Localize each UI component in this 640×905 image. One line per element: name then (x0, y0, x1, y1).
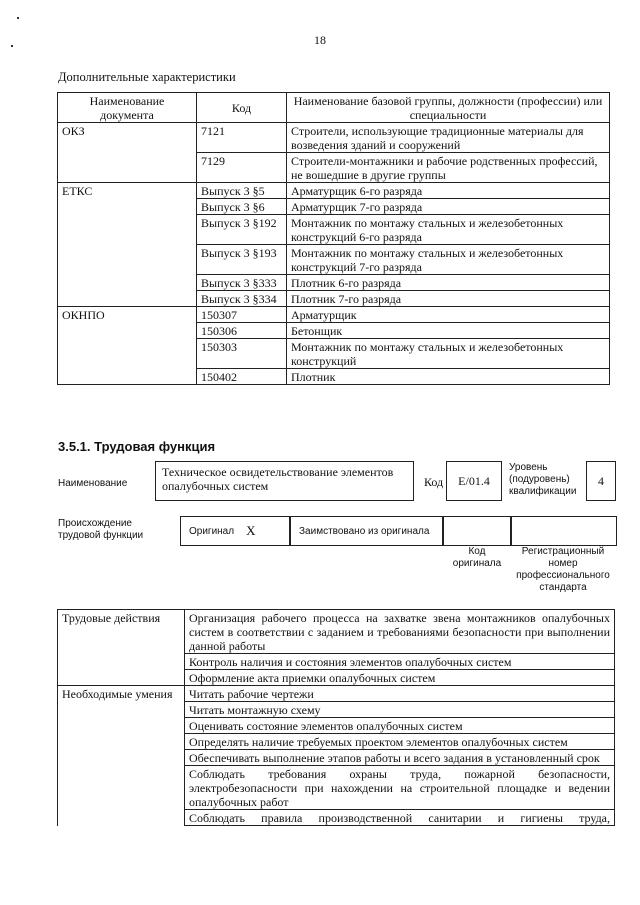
function-code-box: Е/01.4 (446, 461, 502, 501)
skill-item: Соблюдать правила производственной санитарии и гигиены труда, (185, 810, 615, 826)
scan-mark (17, 17, 19, 19)
borrowed-cell: Заимствовано из оригинала (290, 516, 443, 546)
labor-action-item: Оформление акта приемки опалубочных систем (185, 670, 615, 686)
header-code: Код (197, 93, 287, 123)
table-row: 150306 Бетонщик (58, 323, 610, 339)
skill-item: Соблюдать требования охраны труда, пожарной безопасности, электробезопасности при нахождении на строительной площадке и ведении опалубочных работ (185, 766, 615, 810)
table-row: Выпуск 3 §193 Монтажник по монтажу стальных и железобетонных конструкций 7-го разряда (58, 245, 610, 275)
additional-characteristics-title: Дополнительные характеристики (58, 70, 236, 84)
origin-label: Происхождение трудовой функции (58, 518, 144, 541)
original-label: Оригинал (189, 525, 235, 537)
labor-action-item: Организация рабочего процесса на захватке звена монтажников опалубочных систем в соответствии с заданием и требованиями безопасности при выполнении данной работы (185, 610, 615, 654)
table-row: ОКЗ 7121 Строители, использующие традиционные материалы для возведения зданий и сооружений (58, 123, 610, 153)
original-mark: X (246, 523, 256, 538)
table-row: Выпуск 3 §333 Плотник 6-го разряда (58, 275, 610, 291)
header-name: Наименование базовой группы, должности (профессии) или специальности (287, 93, 610, 123)
table-row (58, 766, 615, 810)
table-row: Выпуск 3 §334 Плотник 7-го разряда (58, 291, 610, 307)
origin-row (180, 516, 617, 546)
labor-function-title: 3.5.1. Трудовая функция (58, 439, 216, 454)
function-name-box: Техническое освидетельствование элементов опалубочных систем (155, 461, 414, 501)
table-row: 7129 Строители-монтажники и рабочие родственных профессий, не вошедшие в другие группы (58, 153, 610, 183)
level-label: Уровень (подуровень) квалификации (509, 462, 577, 497)
table-row (58, 654, 615, 670)
skill-item: Обеспечивать выполнение этапов работы и всего задания в установленный срок (185, 750, 615, 766)
orig-code-caption: Код оригинала (452, 546, 502, 569)
table-row (58, 686, 615, 702)
labor-actions-label: Трудовые действия (58, 610, 185, 654)
original-cell (180, 516, 290, 546)
skill-item: Определять наличие требуемых проектом элементов опалубочных систем (185, 734, 615, 750)
table-row (58, 750, 615, 766)
original-code-cell (443, 516, 511, 546)
name-label: Наименование (58, 478, 128, 489)
qualification-level-box: 4 (586, 461, 616, 501)
table-row (58, 702, 615, 718)
table-row: Выпуск 3 §192 Монтажник по монтажу стальных и железобетонных конструкций 6-го разряда (58, 215, 610, 245)
table-row: 150402 Плотник (58, 369, 610, 385)
table-row (58, 734, 615, 750)
table-row: 150303 Монтажник по монтажу стальных и железобетонных конструкций (58, 339, 610, 369)
table-row (58, 610, 615, 654)
labor-actions-table (57, 609, 615, 826)
table-row (58, 718, 615, 734)
page-number: 18 (314, 33, 326, 47)
skills-label: Необходимые умения (58, 686, 185, 702)
skill-item: Читать монтажную схему (185, 702, 615, 718)
labor-action-item: Контроль наличия и состояния элементов опалубочных систем (185, 654, 615, 670)
skill-item: Оценивать состояние элементов опалубочных систем (185, 718, 615, 734)
additional-characteristics-table (57, 92, 610, 385)
skill-item: Читать рабочие чертежи (185, 686, 615, 702)
table-row: ОКНПО 150307 Арматурщик (58, 307, 610, 323)
table-row: Выпуск 3 §6 Арматурщик 7-го разряда (58, 199, 610, 215)
reg-number-caption: Регистрационный номер профессионального стандарта (516, 546, 610, 593)
table-row (58, 670, 615, 686)
table-row: ЕТКС Выпуск 3 §5 Арматурщик 6-го разряда (58, 183, 610, 199)
code-label: Код (424, 475, 444, 489)
header-document: Наименование документа (58, 93, 197, 123)
registration-number-cell (511, 516, 617, 546)
table-row (58, 810, 615, 826)
